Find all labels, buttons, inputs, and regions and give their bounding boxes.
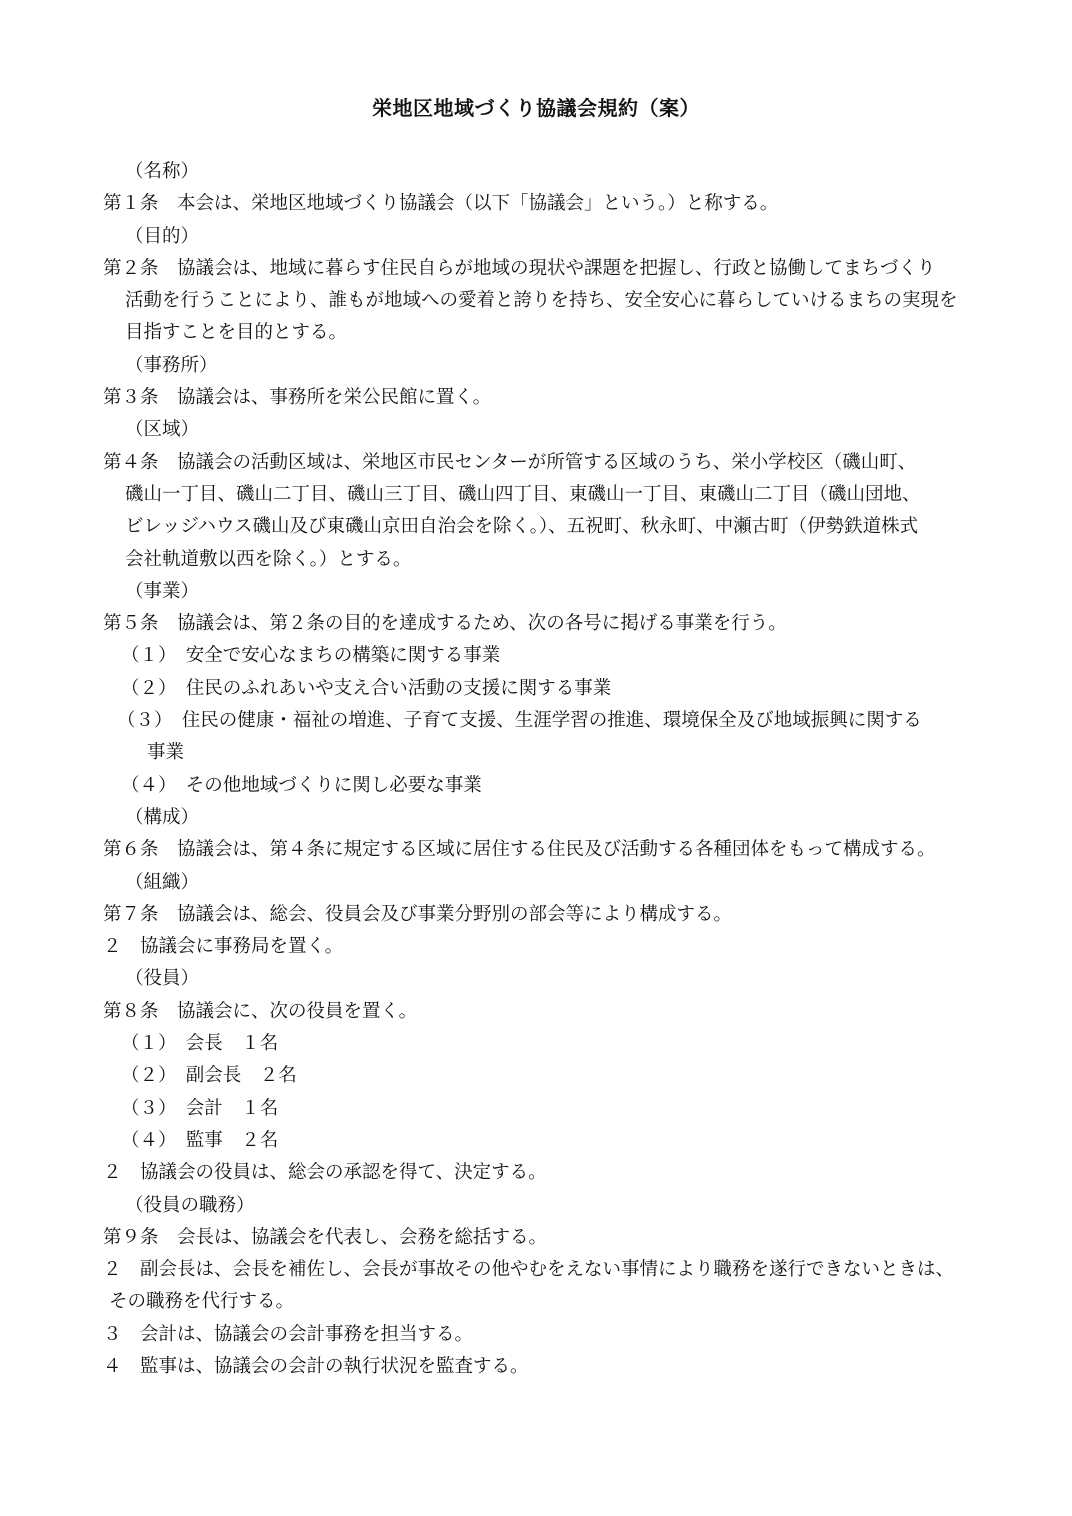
article-continuation: 活動を行うことにより、誰もが地域への愛着と誇りを持ち、安全安心に暮らしていけるまちの実現を — [125, 290, 958, 312]
article-line: ２ 協議会の役員は、総会の承認を得て、決定する。 — [103, 1162, 547, 1184]
article-continuation: ビレッジハウス磯山及び東磯山京田自治会を除く。）、五祝町、秋永町、中瀬古町（伊勢鉄道株式 — [125, 516, 919, 538]
article-line: 第５条 協議会は、第２条の目的を達成するため、次の各号に掲げる事業を行う。 — [103, 613, 787, 635]
list-item-continuation: 事業 — [147, 742, 185, 764]
section-heading: （役員） — [125, 968, 200, 990]
article-continuation: 会社軌道敷以西を除く。）とする。 — [125, 548, 412, 570]
document-body — [103, 156, 1003, 1383]
list-item: （３） 会計 １名 — [121, 1097, 279, 1119]
section-heading: （事務所） — [125, 354, 218, 376]
article-line: 第６条 協議会は、第４条に規定する区域に居住する住民及び活動する各種団体をもって構成する。 — [103, 839, 936, 861]
article-line: ４ 監事は、協議会の会計の執行状況を監査する。 — [103, 1355, 529, 1377]
section-heading: （役員の職務） — [125, 1194, 255, 1216]
section-heading: （事業） — [125, 580, 200, 602]
paragraph-continuation: その職務を代行する。 — [109, 1291, 295, 1313]
document-title: 栄地区地域づくり協議会規約（案） — [372, 96, 700, 120]
list-item: （２） 住民のふれあいや支え合い活動の支援に関する事業 — [121, 677, 612, 699]
list-item: （１） 会長 １名 — [121, 1033, 279, 1055]
article-line: 第９条 会長は、協議会を代表し、会務を総括する。 — [103, 1226, 548, 1248]
list-item: （３） 住民の健康・福祉の増進、子育て支援、生涯学習の推進、環境保全及び地域振興に関する — [117, 710, 922, 732]
list-item: （１） 安全で安心なまちの構築に関する事業 — [121, 645, 501, 667]
section-heading: （組織） — [125, 871, 200, 893]
article-line: 第２条 協議会は、地域に暮らす住民自らが地域の現状や課題を把握し、行政と協働してまちづくり — [103, 257, 936, 279]
article-line: 第３条 協議会は、事務所を栄公民館に置く。 — [103, 387, 492, 409]
list-item: （２） 副会長 ２名 — [121, 1065, 297, 1087]
list-item: （４） 監事 ２名 — [121, 1129, 279, 1151]
article-continuation: 目指すことを目的とする。 — [125, 322, 348, 344]
article-line: 第７条 協議会は、総会、役員会及び事業分野別の部会等により構成する。 — [103, 903, 733, 925]
article-line: ３ 会計は、協議会の会計事務を担当する。 — [103, 1323, 474, 1345]
section-heading: （目的） — [125, 225, 200, 247]
article-continuation: 磯山一丁目、磯山二丁目、磯山三丁目、磯山四丁目、東磯山一丁目、東磯山二丁目（磯山団地、 — [125, 483, 921, 505]
article-line: ２ 副会長は、会長を補佐し、会長が事故その他やむをえない事情により職務を遂行できないときは、 — [103, 1259, 955, 1281]
section-heading: （構成） — [125, 806, 200, 828]
article-line: 第４条 協議会の活動区域は、栄地区市民センターが所管する区域のうち、栄小学校区（磯山町、 — [103, 451, 917, 473]
section-heading: （名称） — [125, 161, 200, 182]
section-heading: （区域） — [125, 419, 200, 441]
list-item: （４） その他地域づくりに関し必要な事業 — [121, 774, 482, 796]
article-line: 第８条 協議会に、次の役員を置く。 — [103, 1000, 418, 1022]
article-line: ２ 協議会に事務局を置く。 — [103, 936, 344, 958]
article-line: 第１条 本会は、栄地区地域づくり協議会（以下「協議会」という。）と称する。 — [103, 193, 779, 215]
